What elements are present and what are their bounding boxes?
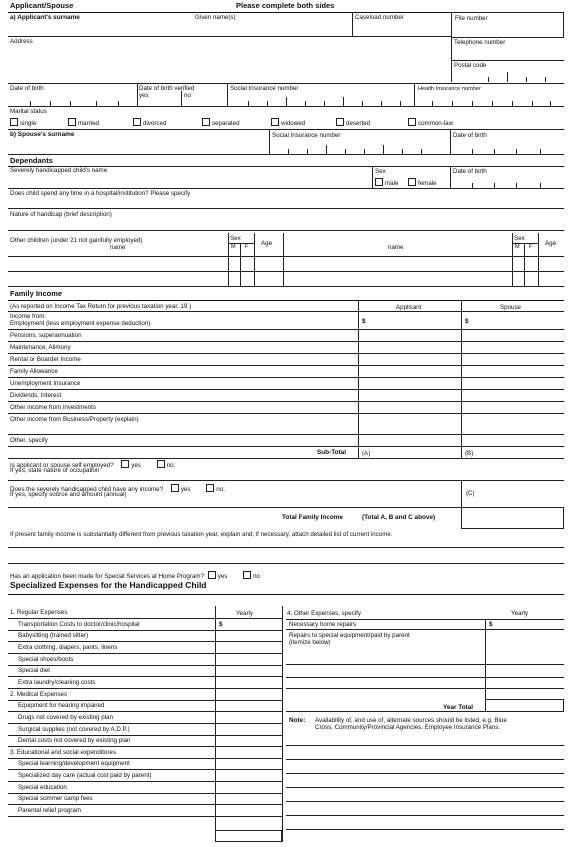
m-left-label: M (231, 244, 236, 250)
divider (269, 129, 270, 154)
divider (282, 606, 283, 842)
divider (8, 401, 564, 402)
divider (512, 243, 538, 244)
self-employed-no[interactable] (157, 462, 176, 469)
checkbox-icon (208, 571, 216, 579)
divider (8, 208, 564, 209)
divider (8, 594, 564, 595)
expense-row-label: Special learning/development equipment (18, 760, 130, 768)
divider (240, 243, 241, 286)
sex-right-label: Sex (514, 235, 525, 242)
instruction-text: Please complete both sides (236, 1, 335, 10)
divider (286, 759, 564, 760)
divider (137, 83, 138, 106)
divider (254, 233, 255, 286)
year-total-field[interactable] (485, 699, 564, 712)
tick (118, 101, 119, 106)
tick (550, 101, 551, 106)
subtotal-b-label: (B) (465, 450, 474, 457)
income-from-label: Income from: (10, 313, 47, 320)
divider (8, 230, 564, 231)
divider (8, 665, 282, 666)
expense-row-label: Special shoes/boots (18, 655, 74, 663)
income-row-business: Other income from Business/Property (explain) (10, 416, 139, 423)
year-total-label: Year Total (443, 704, 474, 711)
divider (8, 723, 282, 724)
expense-row-label: Extra laundry/cleaning costs (18, 678, 96, 686)
other-children-label: Other children (under 21 not gainfully employed) (10, 237, 143, 244)
age-right-label: Age (545, 240, 557, 247)
tick (288, 149, 289, 154)
divider (286, 619, 564, 620)
sin-label: Social Insurance number (230, 85, 299, 92)
divider (8, 413, 564, 414)
child-income-yes[interactable] (171, 486, 191, 493)
option-label: female (418, 180, 437, 187)
income-row-employment: Employment (less employment expense deduction) (10, 320, 151, 327)
child-dob-label: Date of birth (453, 168, 487, 175)
divider (283, 233, 284, 286)
divider (8, 271, 564, 272)
divider (286, 677, 564, 678)
tick (494, 149, 495, 154)
tick (248, 101, 249, 106)
spouse-dob-label: Date of birth (453, 132, 487, 139)
other-expenses-heading: 4. Other Expenses, specify (287, 610, 361, 617)
f-right-label: F (529, 244, 533, 250)
divider (8, 365, 564, 366)
note-label: Note: (289, 717, 306, 724)
divider (8, 458, 564, 459)
divider (8, 641, 282, 642)
divider (227, 83, 228, 106)
divider (8, 106, 564, 107)
option-label: married (78, 120, 99, 127)
tick (326, 145, 327, 154)
yearly-left-label: Yearly (236, 610, 253, 617)
left-total-field[interactable] (215, 830, 282, 842)
different-note: If present family income is substantially different from previous taxation year, explain and, if necessary, attach detailed list of current income. (10, 531, 393, 538)
marital-widowed[interactable] (271, 118, 305, 127)
tick (512, 101, 513, 106)
marital-divorced[interactable] (133, 118, 166, 127)
home-repairs-label: Necessary home repairs (289, 621, 357, 628)
checkbox-icon (171, 484, 179, 492)
checkbox-icon (68, 118, 76, 126)
health-label: Health Insurance number (418, 86, 481, 92)
tick (452, 101, 453, 106)
tick (307, 149, 308, 154)
dob-label: Date of birth (10, 85, 44, 92)
total-family-income-field[interactable] (461, 507, 564, 529)
divider (286, 829, 564, 830)
child-name-label: Severely handicapped child's name (10, 167, 108, 174)
expense-row-label: Special diet (18, 667, 50, 675)
question-text: Has an application been made for Special Services at Home Program? (10, 573, 204, 580)
tick (472, 101, 473, 106)
divider (181, 91, 182, 106)
left-dollar: $ (219, 621, 223, 628)
right-dollar: $ (489, 621, 493, 628)
income-row-maintenance: Maintenance, Alimony (10, 344, 71, 351)
tick (532, 101, 533, 106)
divider (8, 563, 564, 564)
option-label: common-law (418, 120, 454, 127)
checkbox-icon (408, 118, 416, 126)
divider (286, 787, 564, 788)
divider (8, 36, 451, 37)
divider (8, 256, 564, 257)
divider (228, 243, 254, 244)
family-income-title: Family Income (10, 289, 63, 298)
income-row-rental: Rental or Boarder Income (10, 356, 81, 363)
tick (305, 101, 306, 106)
dob-verified-label: Date of birth verified (139, 85, 195, 92)
postal-code-label: Postal code (454, 62, 487, 69)
divider (8, 329, 564, 330)
divider (8, 746, 282, 747)
total-family-income-label: Total Family Income (282, 514, 343, 521)
expense-row-label: Surgical supplies (not covered by A.D.P.) (18, 725, 130, 733)
divider (8, 793, 282, 794)
divider (8, 735, 282, 736)
option-label: widowed (281, 120, 306, 127)
tick (324, 101, 325, 106)
telephone-label: Telephone number (454, 39, 506, 46)
divider (8, 446, 564, 447)
checkbox-icon (121, 460, 129, 468)
income-row-investments: Other income from investments (10, 404, 96, 411)
given-names-label: Given name(s) (195, 14, 236, 21)
caseload-label: Caseload number (355, 14, 404, 21)
divider (8, 630, 282, 631)
applicant-surname-label: a) Applicant's surname (10, 14, 80, 21)
divider (524, 243, 525, 286)
tick (545, 77, 546, 82)
expense-category-heading: 2. Medical Expenses (10, 690, 68, 698)
checkbox-icon (375, 178, 383, 186)
spouse-dollar: $ (465, 318, 469, 325)
child-sex-female[interactable] (408, 178, 437, 187)
divider (8, 377, 564, 378)
checkbox-icon (10, 118, 18, 126)
expense-row-label: Transportation Costs to doctor/clinic/hospital (18, 620, 140, 628)
marital-common-law[interactable] (408, 118, 453, 127)
divider (8, 804, 282, 805)
address-label: Address (10, 38, 33, 45)
option-label: no; (216, 486, 225, 493)
tick (30, 101, 31, 106)
divider (215, 606, 216, 842)
divider (451, 60, 564, 61)
marital-single[interactable] (10, 118, 36, 127)
c-label: (C) (466, 490, 475, 497)
expense-category-heading: 1. Regular Expenses (10, 609, 68, 616)
option-label: divorced (143, 120, 167, 127)
child-sex-male[interactable] (375, 178, 398, 187)
tick (286, 97, 287, 106)
child-sex-label: Sex (375, 168, 386, 175)
divider (352, 12, 353, 36)
question-text: Does the severely handicapped child have any income? (10, 486, 164, 493)
file-number-label: File number (455, 15, 488, 22)
divider (512, 233, 513, 286)
self-employed-note: If yes, state nature of occupation (10, 467, 100, 474)
tick (345, 149, 346, 154)
sex-left-label: Sex (230, 235, 241, 242)
hospital-question: Does child spend any time in a hospital/institution? Please specify (10, 190, 191, 197)
divider (8, 688, 282, 689)
option-label: no; (166, 462, 176, 469)
tick (472, 149, 473, 154)
spouse-column-header: Spouse (500, 304, 521, 311)
divider (286, 629, 564, 630)
divider (450, 166, 451, 188)
marital-deserted[interactable] (336, 118, 370, 127)
expenses-title: Specialized Expenses for the Handicapped Child (10, 580, 207, 590)
checkbox-icon (202, 118, 210, 126)
total-note: (Total A, B and C above) (362, 514, 436, 521)
divider (8, 547, 564, 548)
divider (286, 815, 564, 816)
divider (8, 188, 564, 189)
divider (8, 676, 282, 677)
divider (8, 434, 564, 435)
income-row-family-allowance: Family Allowance (10, 368, 58, 375)
other-name-right-label: name (388, 244, 404, 251)
f-left-label: F (245, 244, 249, 250)
option-label: yes (180, 486, 191, 493)
tick (507, 72, 508, 82)
option-label: yes (131, 462, 141, 469)
child-income-note: If yes, specify source and amount (annual) (10, 491, 127, 498)
tick (488, 77, 489, 82)
tick (364, 149, 365, 154)
expense-category-heading: 3. Educational and social expenditures (10, 748, 116, 756)
divider (8, 781, 282, 782)
m-right-label: M (515, 244, 520, 250)
dob-verified-no[interactable]: no (184, 92, 191, 99)
option-label: deserted (346, 120, 371, 127)
divider (372, 166, 373, 188)
child-income-no[interactable] (206, 486, 225, 493)
applicant-column-header: Applicant (396, 304, 422, 311)
divider (286, 688, 564, 689)
spouse-surname-label: b) Spouse's surname (10, 131, 75, 138)
tick (343, 97, 344, 106)
tick (432, 101, 433, 106)
option-label: yes (217, 573, 228, 580)
divider (286, 801, 564, 802)
tick (267, 101, 268, 106)
divider (485, 619, 486, 699)
tick (400, 101, 401, 106)
option-label: single (20, 120, 37, 127)
spouse-sin-label: Social Insurance number (272, 132, 341, 139)
expense-row-label: Special summer camp fees (18, 795, 93, 803)
note-text-1: Availability of, and use of, alternate sources should be listed, e.g. Blue (315, 717, 507, 724)
divider (538, 233, 539, 286)
applicant-dollar: $ (362, 318, 366, 325)
divider (8, 758, 282, 759)
divider (286, 745, 564, 746)
section-title: Applicant/Spouse (10, 1, 74, 10)
tick (540, 149, 541, 154)
divider (461, 480, 462, 507)
checkbox-icon (206, 484, 214, 492)
checkbox-icon (133, 118, 141, 126)
checkbox-icon (336, 118, 344, 126)
reported-label: (As reported on Income Tax Return for previous taxation year, 19 ) (10, 303, 192, 310)
divider (8, 618, 282, 619)
tick (516, 149, 517, 154)
subtotal-label: Sub-Total (317, 449, 346, 456)
checkbox-icon (243, 571, 251, 579)
tick (50, 101, 51, 106)
divider (228, 233, 229, 286)
income-row-dividends: Dividends, Interest (10, 392, 62, 399)
divider (8, 769, 282, 770)
option-label: male (385, 180, 399, 187)
repairs-equipment-label: Repairs to special equipment/paid by parent (289, 632, 410, 639)
application-yes[interactable] (208, 573, 228, 580)
expense-row-label: Babysitting (trained sitter) (18, 632, 89, 640)
divider (8, 311, 564, 312)
divider (8, 353, 564, 354)
divider (8, 300, 564, 301)
dob-verified-yes[interactable]: yes (139, 92, 149, 99)
tick (70, 101, 71, 106)
tick (526, 77, 527, 82)
dependants-title: Dependants (10, 156, 53, 165)
itemize-label: (itemize below) (289, 639, 331, 646)
marital-label: Marital status (10, 108, 47, 115)
divider (8, 480, 564, 481)
divider (8, 83, 564, 84)
tick (362, 101, 363, 106)
tick (381, 101, 382, 106)
expense-row-label: Drugs not covered by existing plan (18, 713, 113, 721)
divider (286, 711, 486, 712)
option-label: separated (212, 120, 240, 127)
divider (8, 129, 564, 130)
income-row-pensions: Pensions, superannuation (10, 332, 82, 339)
note-text-2: Cross, Community/Provincial Agencies, Employee Insurance Plans. (315, 724, 501, 731)
checkbox-icon (157, 460, 165, 468)
subtotal-a-label: (A) (362, 450, 371, 457)
nature-label: Nature of handicap (brief description) (10, 211, 112, 218)
tick (383, 145, 384, 154)
divider (8, 653, 282, 654)
checkbox-icon (271, 118, 279, 126)
expense-row-label: Parental relief program (18, 807, 81, 815)
application-no[interactable] (243, 573, 260, 580)
income-row-other: Other, specify (10, 437, 48, 444)
divider (286, 773, 564, 774)
option-label: no (253, 573, 260, 580)
divider (8, 154, 564, 155)
expense-row-label: Special education (18, 783, 67, 791)
age-left-label: Age (261, 240, 273, 247)
divider (8, 286, 564, 287)
application-question (10, 571, 260, 580)
question-text: Is applicant or spouse self employed? (10, 462, 114, 469)
tick (421, 149, 422, 154)
divider (8, 700, 282, 701)
self-employed-yes[interactable] (121, 462, 141, 469)
expense-row-label: Dental costs not covered by existing plan (18, 737, 131, 745)
divider (8, 389, 564, 390)
divider (8, 816, 282, 817)
divider (414, 83, 415, 106)
marital-separated[interactable] (202, 118, 240, 127)
expense-row-label: Extra clothing, diapers, pants, linens (18, 643, 118, 651)
checkbox-icon (408, 178, 416, 186)
tick (492, 101, 493, 106)
divider (8, 341, 564, 342)
tick (402, 149, 403, 154)
marital-married[interactable] (68, 118, 99, 127)
tick (96, 101, 97, 106)
other-name-left-label: name (110, 244, 126, 251)
divider (8, 711, 282, 712)
divider (286, 664, 564, 665)
expense-row-label: Specialized day care (actual cost paid by parent) (18, 772, 152, 780)
expense-row-label: Equipment for hearing impaired (18, 702, 105, 710)
income-row-unemployment: Unemployment Insurance (10, 380, 81, 387)
divider (450, 129, 451, 154)
yearly-right-label: Yearly (511, 610, 528, 617)
